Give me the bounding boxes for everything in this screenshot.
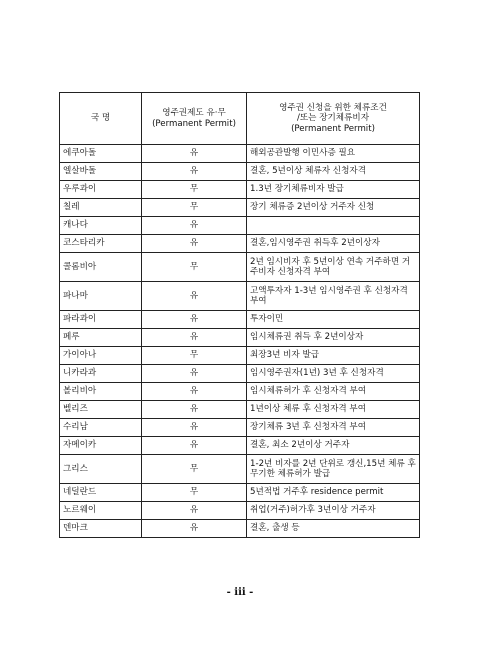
- status-cell: 유: [142, 163, 247, 181]
- table-row: [60, 455, 420, 484]
- header-cond-en: (Permanent Permit): [291, 123, 375, 134]
- country-cell: 볼리비아: [60, 383, 142, 401]
- condition-cell: 임시영주권자(1년) 3년 후 신청자격: [247, 365, 420, 383]
- country-cell: 벨리즈: [60, 401, 142, 419]
- country-cell: 엘살바돌: [60, 163, 142, 181]
- condition-cell: 해외공관발행 이민사증 필요: [247, 145, 420, 163]
- country-cell: 그리스: [60, 455, 142, 484]
- status-cell: 유: [142, 365, 247, 383]
- table-row: [60, 347, 420, 365]
- header-conditions: [247, 93, 420, 145]
- condition-cell: 1-2년 비자를 2년 단위로 갱신,15년 체류 후 무기한 체류허가 발급: [247, 455, 420, 484]
- country-cell: 수리남: [60, 419, 142, 437]
- status-cell: 무: [142, 484, 247, 502]
- header-permit-status: [142, 93, 247, 145]
- table-row: [60, 383, 420, 401]
- status-cell: 무: [142, 347, 247, 365]
- table-row: [60, 520, 420, 538]
- table-row: [60, 145, 420, 163]
- status-cell: 무: [142, 181, 247, 199]
- table-row: [60, 217, 420, 235]
- condition-cell: 1.3년 장기체류비자 발급: [247, 181, 420, 199]
- country-cell: 캐나다: [60, 217, 142, 235]
- condition-cell: 결혼,임시영주권 취득후 2년이상자: [247, 235, 420, 253]
- status-cell: 유: [142, 329, 247, 347]
- condition-cell: 2년 임시비자 후 5년이상 연속 거주하면 거주비자 신청자격 부여: [247, 253, 420, 282]
- condition-cell: 1년이상 체류 후 신청자격 부여: [247, 401, 420, 419]
- country-cell: 노르웨이: [60, 502, 142, 520]
- table-row: [60, 484, 420, 502]
- status-cell: 유: [142, 235, 247, 253]
- country-cell: 페루: [60, 329, 142, 347]
- status-cell: 유: [142, 383, 247, 401]
- table-row: [60, 163, 420, 181]
- status-cell: 유: [142, 145, 247, 163]
- header-status-ko: 영주권제도 유·무: [162, 108, 226, 119]
- condition-cell: 고액투자자 1-3년 임시영주권 후 신청자격 부여: [247, 282, 420, 311]
- status-cell: 유: [142, 419, 247, 437]
- condition-cell: 최장3년 비자 발급: [247, 347, 420, 365]
- status-cell: 유: [142, 401, 247, 419]
- condition-cell: 장기체류 3년 후 신청자격 부여: [247, 419, 420, 437]
- status-cell: 유: [142, 437, 247, 455]
- condition-cell: 결혼, 출생 등: [247, 520, 420, 538]
- country-cell: 콜롬비아: [60, 253, 142, 282]
- country-cell: 파라과이: [60, 311, 142, 329]
- table-row: [60, 401, 420, 419]
- country-cell: 자메이카: [60, 437, 142, 455]
- table-row: [60, 199, 420, 217]
- country-cell: 가이아나: [60, 347, 142, 365]
- header-cond-ko1: 영주권 신청을 위한 체류조건: [279, 102, 387, 113]
- table-row: [60, 419, 420, 437]
- table-row: [60, 235, 420, 253]
- header-cond-ko2: /또는 장기체류비자: [296, 113, 370, 124]
- header-country: 국 명: [60, 93, 142, 145]
- table-row: [60, 311, 420, 329]
- country-cell: 니카라과: [60, 365, 142, 383]
- permanent-permit-table: [59, 92, 420, 538]
- condition-cell: 임시체류권 취득 후 2년이상자: [247, 329, 420, 347]
- condition-cell: 취업(거주)허가후 3년이상 거주자: [247, 502, 420, 520]
- country-cell: 에쿠아돌: [60, 145, 142, 163]
- table-row: [60, 181, 420, 199]
- condition-cell: 장기 체류증 2년이상 거주자 신청: [247, 199, 420, 217]
- condition-cell: 결혼, 5년이상 체류자 신청자격: [247, 163, 420, 181]
- country-cell: 네덜란드: [60, 484, 142, 502]
- table-row: [60, 282, 420, 311]
- table-header-row: [60, 93, 420, 145]
- table-row: [60, 502, 420, 520]
- status-cell: 유: [142, 217, 247, 235]
- table-row: [60, 437, 420, 455]
- status-cell: 유: [142, 520, 247, 538]
- condition-cell: 결혼, 최소 2년이상 거주자: [247, 437, 420, 455]
- country-cell: 덴마크: [60, 520, 142, 538]
- page-number: - iii -: [226, 587, 254, 598]
- condition-cell: 임시체류허가 후 신청자격 부여: [247, 383, 420, 401]
- status-cell: 유: [142, 282, 247, 311]
- status-cell: 유: [142, 311, 247, 329]
- country-cell: 우루과이: [60, 181, 142, 199]
- condition-cell: 5년적법 거주후 residence permit: [247, 484, 420, 502]
- table-row: [60, 253, 420, 282]
- table-row: [60, 329, 420, 347]
- condition-cell: [247, 217, 420, 235]
- country-cell: 코스타리카: [60, 235, 142, 253]
- table-body: [60, 145, 420, 538]
- table-row: [60, 365, 420, 383]
- country-cell: 칠레: [60, 199, 142, 217]
- status-cell: 무: [142, 199, 247, 217]
- status-cell: 무: [142, 455, 247, 484]
- status-cell: 무: [142, 253, 247, 282]
- status-cell: 유: [142, 502, 247, 520]
- condition-cell: 투자이민: [247, 311, 420, 329]
- header-status-en: (Permanent Permit): [152, 118, 236, 129]
- country-cell: 파나마: [60, 282, 142, 311]
